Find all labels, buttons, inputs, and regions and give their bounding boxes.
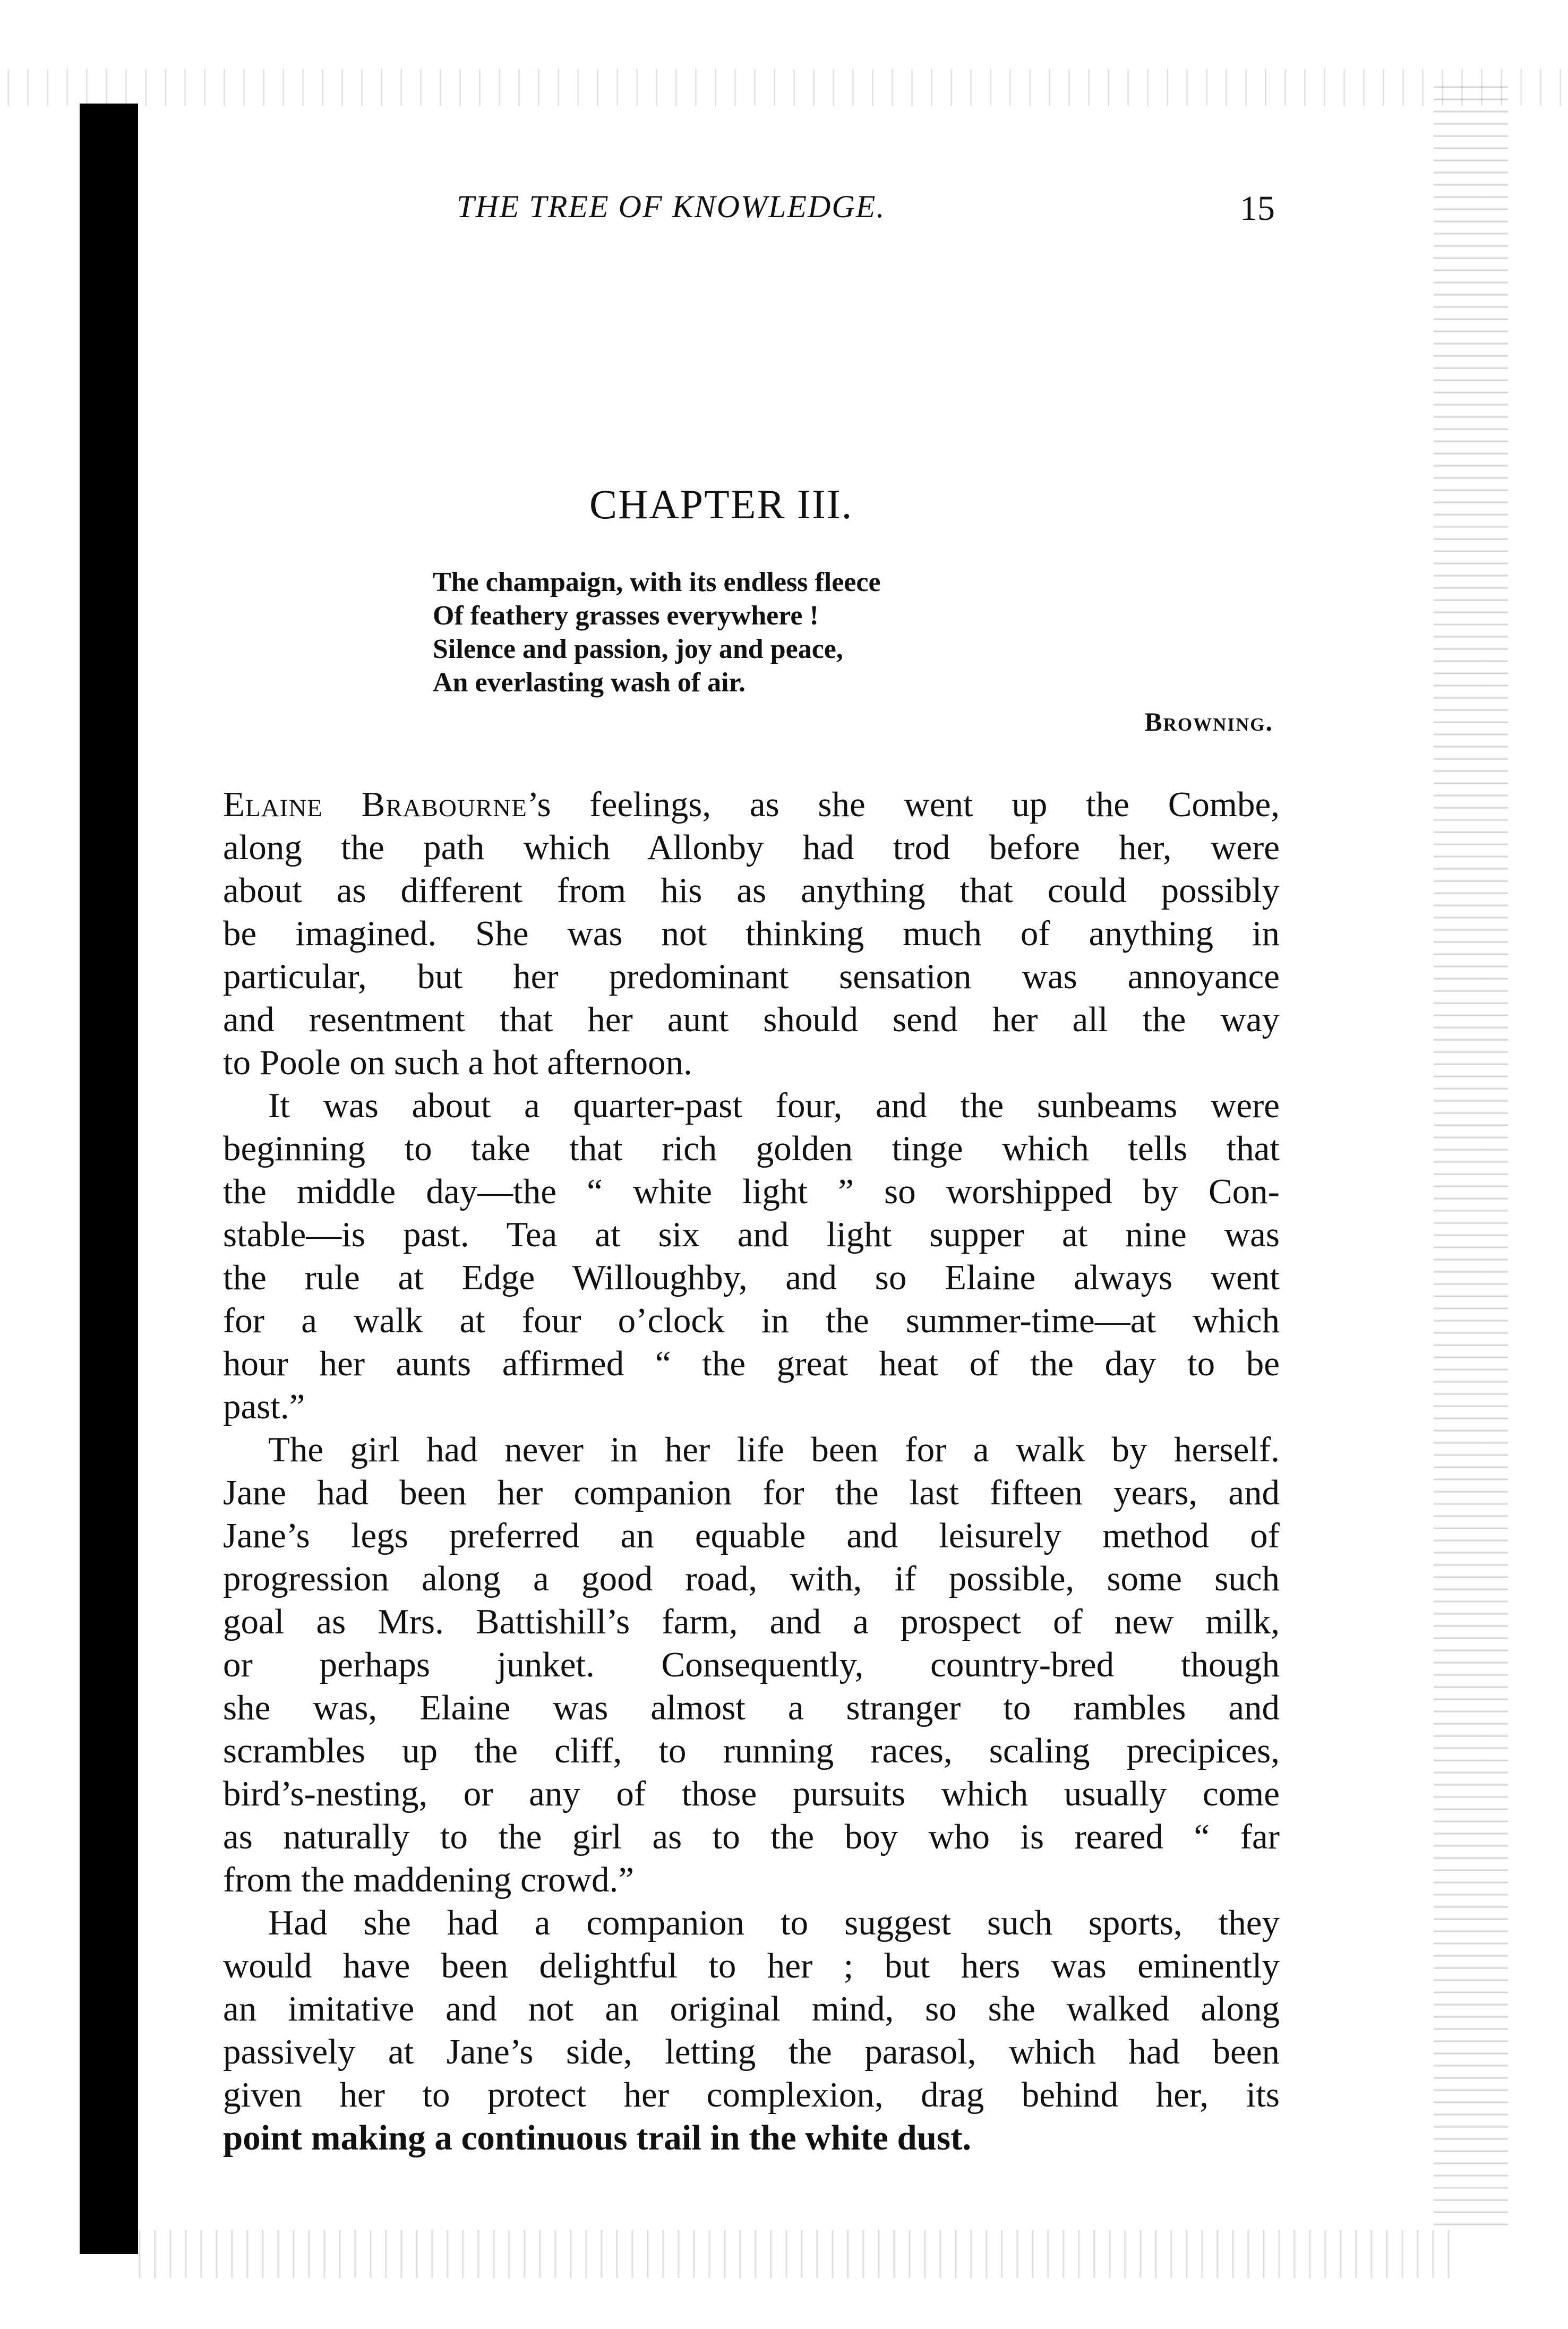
text-line: Had she had a companion to suggest such sports, they	[268, 1903, 1280, 1942]
text-line: given her to protect her complexion, drag behind her, its	[223, 2075, 1280, 2114]
text-line: beginning to take that rich golden tinge which tells that	[223, 1129, 1280, 1168]
text-line: she was, Elaine was almost a stranger to rambles and	[223, 1688, 1280, 1727]
text-line: an imitative and not an original mind, so she walked along	[223, 1989, 1280, 2028]
text-line: scrambles up the cliff, to running races, scaling precipices,	[223, 1731, 1280, 1770]
text-line: the rule at Edge Willoughby, and so Elaine always went	[223, 1258, 1280, 1297]
text-line: stable—is past. Tea at six and light supper at nine was	[223, 1215, 1280, 1254]
text-line: The girl had never in her life been for a walk by herself.	[268, 1430, 1280, 1469]
text-line: passively at Jane’s side, letting the parasol, which had been	[223, 2032, 1280, 2071]
text-line: and resentment that her aunt should send her all the way	[223, 1000, 1280, 1039]
text-line: from the maddening crowd.”	[223, 1860, 634, 1899]
text-line: progression along a good road, with, if possible, some such	[223, 1559, 1280, 1598]
epigraph-line: Silence and passion, joy and peace,	[433, 634, 843, 664]
epigraph-line: The champaign, with its endless fleece	[433, 567, 881, 597]
running-title: THE TREE OF KNOWLEDGE.	[457, 189, 886, 224]
text-line: to Poole on such a hot afternoon.	[223, 1043, 692, 1082]
text-line: the middle day—the “ white light ” so worshipped by Con-	[223, 1172, 1280, 1211]
text-line: particular, but her predominant sensation was annoyance	[223, 957, 1280, 996]
text-line: It was about a quarter-past four, and the sunbeams were	[268, 1086, 1280, 1125]
paragraph-4	[223, 1902, 1280, 2160]
scan-noise-bottom	[133, 2230, 1460, 2278]
binding-shadow	[80, 104, 138, 2254]
epigraph-line: Of feathery grasses everywhere !	[433, 601, 819, 631]
epigraph-line: An everlasting wash of air.	[433, 667, 746, 698]
lead-name-first: Elaine	[223, 785, 323, 824]
text-line: hour her aunts affirmed “ the great heat of the day to be	[223, 1344, 1280, 1383]
epigraph	[433, 566, 881, 699]
text-line: past.”	[223, 1387, 305, 1426]
chapter-title: CHAPTER III.	[589, 481, 853, 527]
paragraph-2	[223, 1084, 1280, 1428]
text-line: goal as Mrs. Battishill’s farm, and a prospect of new milk,	[223, 1602, 1280, 1641]
text-line: Jane’s legs preferred an equable and leisurely method of	[223, 1516, 1280, 1555]
text-line	[223, 783, 1280, 826]
lead-name-last: Brabourne	[361, 785, 527, 824]
scan-noise-top	[0, 69, 1568, 106]
text-line: be imagined. She was not thinking much of anything in	[223, 914, 1280, 953]
text-line: or perhaps junket. Consequently, country-bred though	[223, 1645, 1280, 1684]
text-line: Jane had been her companion for the last fifteen years, and	[223, 1473, 1280, 1512]
text-line: for a walk at four o’clock in the summer-time—at which	[223, 1301, 1280, 1340]
epigraph-attribution: Browning.	[1144, 707, 1273, 737]
text-line: along the path which Allonby had trod before her, were	[223, 828, 1280, 867]
text-line: would have been delightful to her ; but hers was eminently	[223, 1946, 1280, 1985]
body-text	[223, 783, 1280, 2160]
page-number: 15	[1240, 189, 1275, 228]
text-line: about as different from his as anything that could possibly	[223, 871, 1280, 910]
text-line: as naturally to the girl as to the boy who is reared “ far	[223, 1817, 1280, 1856]
paragraph-1	[223, 783, 1280, 1084]
text-line: point making a continuous trail in the white dust.	[223, 2118, 972, 2157]
paragraph-3	[223, 1428, 1280, 1902]
scan-noise-right	[1434, 80, 1508, 2230]
line-rest: ’s feelings, as she went up the Combe,	[527, 785, 1280, 824]
text-line: bird’s-nesting, or any of those pursuits which usually come	[223, 1774, 1280, 1813]
